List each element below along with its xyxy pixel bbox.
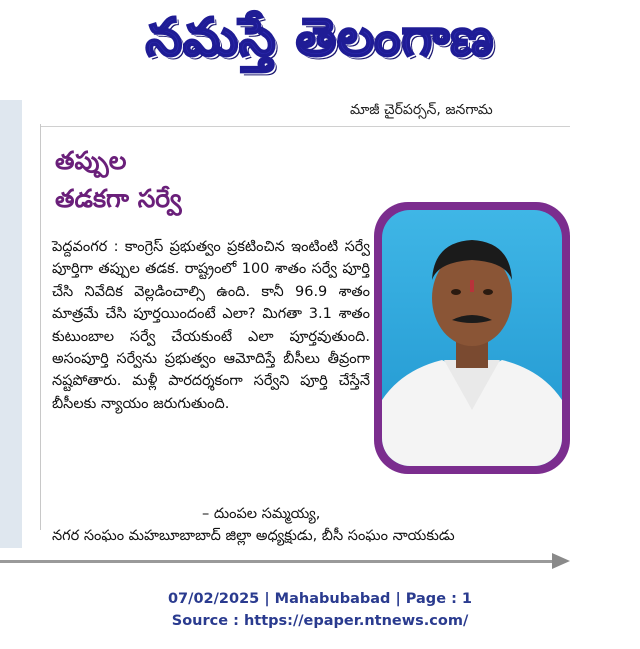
byline: – దుంపల సమ్మయ్య, [202,506,321,522]
page-margin-strip [0,100,22,548]
clipping-edge-fade [570,100,600,556]
previous-article-caption: మాజీ చైర్‌పర్సన్, జనగామ [350,102,493,118]
article-attribution [52,503,572,547]
headline-line-1: తప్పుల [55,146,127,175]
masthead [0,0,640,92]
arrow-right-icon [552,553,570,569]
article-body: పెద్దవంగర : కాంగ్రెస్ ప్రభుత్వం ప్రకటించిన ఇంటింటి సర్వే పూర్తిగా తప్పుల తడక. రాష్ట్రంలో 100 శాతం సర్వే పూర్తి చేసి నివేదిక వెల్లడించాల్సి ఉంది. కానీ 96.9 శాతం మాత్రమే చేసి పూర్తయిందంటే ఎలా? మిగతా 3.1 శాతం కుటుంబాల సర్వే చేయకుంటే ఎలా పూర్తవుతుంది. అసంపూర్తి సర్వేను ప్రభుత్వం ఆమోదిస్తే బీసీలు తీవ్రంగా నష్టపోతారు. మళ్లీ పారదర్శకంగా సర్వేని పూర్తి చేస్తేనే బీసీలకు న్యాయం జరుగుతుంది. [52,239,370,412]
headline-line-2: తడకగా సర్వే [55,184,182,213]
designation: నగర సంఘం మహబూబాబాద్ జిల్లా అధ్యక్షుడు, బీసీ సంఘం నాయకుడు [52,528,455,544]
article-headline [55,142,305,218]
source-link[interactable]: Source : https://epaper.ntnews.com/ [171,613,469,629]
column-divider [40,124,41,530]
bottom-rule [0,560,560,563]
top-divider [40,126,570,127]
date-edition-page: 07/02/2025 | Mahabubabad | Page : 1 [167,591,473,607]
newspaper-logo: నమస్తే తెలంగాణ [145,8,495,68]
person-portrait-icon [382,210,562,466]
portrait-photo [382,210,562,466]
source-footer [0,588,640,632]
